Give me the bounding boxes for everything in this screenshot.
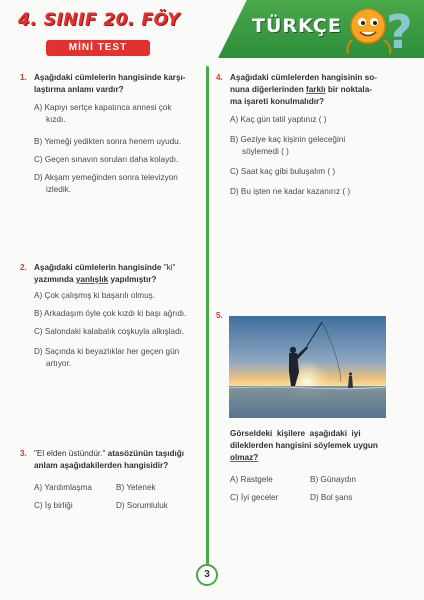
option-d[interactable]: D) Bu işten ne kadar kazanırız ( )	[230, 187, 351, 196]
option-d-cont: izledik.	[46, 185, 72, 194]
underlined-word: yanlışlık	[75, 275, 109, 284]
question-text-line: Aşağıdaki cümlelerin hangisinde karşı-	[34, 73, 186, 82]
option-b[interactable]: B) Arkadaşım öyle çok kızdı ki başı ağrıdı.	[34, 309, 187, 318]
smiling-orange-character-icon	[338, 2, 418, 58]
option-d[interactable]: D) Sorumluluk	[116, 501, 168, 510]
underlined-word: farklı	[305, 85, 326, 94]
option-a[interactable]: A) Çok çalışmış ki başarılı olmuş.	[34, 291, 156, 300]
option-d[interactable]: D) Bol şans	[310, 493, 353, 502]
question-5-number-wrap	[216, 310, 230, 322]
question-text-line: ma işareti konulmalıdır?	[230, 97, 325, 106]
option-a[interactable]: A) Yardımlaşma	[34, 483, 92, 492]
subject-title: TÜRKÇE	[252, 15, 342, 37]
question-number: 4.	[216, 73, 223, 82]
question-text: yazımında	[34, 275, 74, 284]
question-text-line: Görseldeki kişilere aşağıdaki iyi	[230, 429, 361, 438]
question-5	[230, 428, 414, 508]
option-d[interactable]: D) Saçında ki beyazlıklar her geçen gün	[34, 347, 180, 356]
mini-test-badge: MİNİ TEST	[46, 40, 150, 56]
option-b-cont: söylemedi ( )	[242, 147, 289, 156]
question-4	[216, 72, 412, 202]
question-text-line: anlam aşağıdakilerden hangisidir?	[34, 461, 169, 470]
question-text-line: olmaz?	[230, 453, 259, 462]
grade-week-title: 4. SINIF 20. FÖY	[18, 10, 181, 30]
question-text: Aşağıdaki cümlelerin hangisinde	[34, 263, 162, 272]
question-text: nuna diğerlerinden	[230, 85, 304, 94]
svg-text:?: ?	[386, 5, 413, 58]
option-a[interactable]: A) Kaç gün tatil yaptınız ( )	[230, 115, 327, 124]
option-a[interactable]: A) Kapıyı sertçe kapatınca annesi çok	[34, 103, 172, 112]
option-b[interactable]: B) Yetenek	[116, 483, 156, 492]
question-number: 2.	[20, 263, 27, 272]
option-a[interactable]: A) Rastgele	[230, 475, 273, 484]
option-c[interactable]: C) Geçen sınavın soruları daha kolaydı.	[34, 155, 179, 164]
question-number: 3.	[20, 449, 27, 458]
question-number: 5.	[216, 311, 223, 320]
option-d-cont: artıyor.	[46, 359, 72, 368]
option-c[interactable]: C) İyi geceler	[230, 493, 279, 502]
question-text: yapılmıştır?	[110, 275, 157, 284]
question-text-line: dileklerden hangisini söylemek uygun	[230, 441, 378, 450]
option-c[interactable]: C) Saat kaç gibi buluşalım ( )	[230, 167, 336, 176]
column-divider	[206, 66, 209, 574]
question-text-line: laştırma anlamı vardır?	[34, 85, 124, 94]
option-b[interactable]: B) Yemeği yedikten sonra henem uyudu.	[34, 137, 182, 146]
question-number: 1.	[20, 73, 27, 82]
question-text-line: Aşağıdaki cümlelerden hangisinin so-	[230, 73, 377, 82]
option-d[interactable]: D) Akşam yemeğinden sonra televizyon	[34, 173, 178, 182]
fisherman-sunset-photo	[229, 316, 386, 418]
option-b[interactable]: B) Günaydın	[310, 475, 356, 484]
header-left	[18, 10, 181, 58]
ki-word: "ki"	[163, 263, 176, 272]
question-3	[20, 448, 204, 518]
option-a-cont: kızdı.	[46, 115, 66, 124]
option-b[interactable]: B) Geziye kaç kişinin geleceğini	[230, 135, 346, 144]
option-c[interactable]: C) Salondaki kalabalık coşkuyla alkışladı.	[34, 327, 185, 336]
page-number: 3	[196, 564, 218, 586]
question-2	[20, 262, 204, 372]
question-text: atasözünün taşıdığı	[107, 449, 185, 458]
question-1	[20, 72, 204, 192]
question-text: bir noktala-	[327, 85, 372, 94]
option-c[interactable]: C) İş birliği	[34, 501, 73, 510]
proverb: "El elden üstündür."	[34, 449, 106, 458]
